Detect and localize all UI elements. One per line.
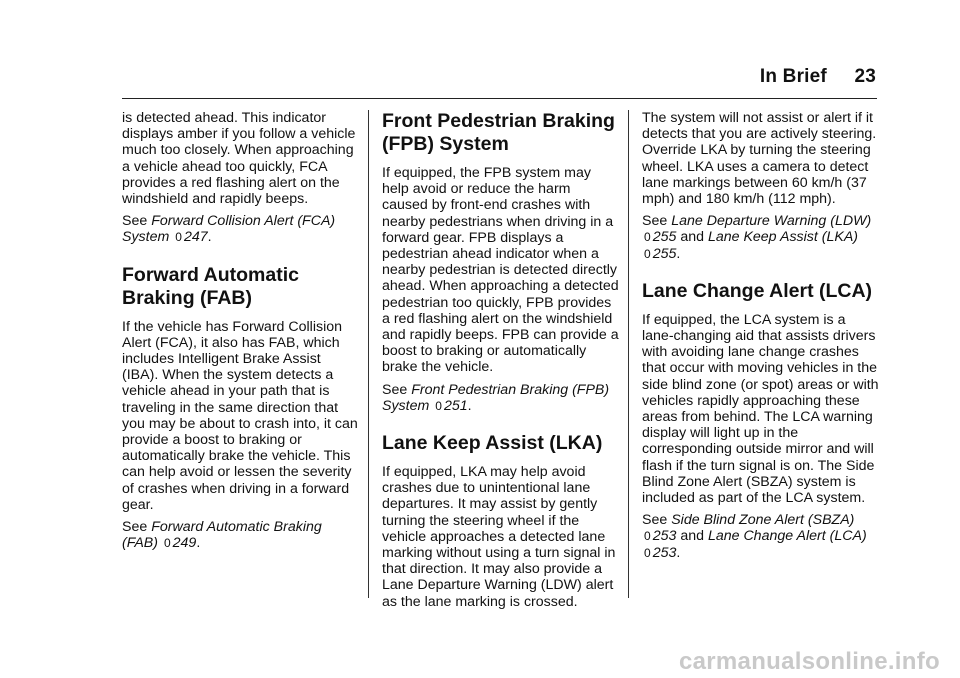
header-rule [122,98,877,99]
reference-page-fab[interactable]: 249 [172,535,197,552]
page-ref-icon: 0 [163,536,171,551]
reference-link-lka[interactable]: Lane Keep Assist (LKA) [707,229,859,246]
reference-link-fca[interactable]: Forward Collision Alert (FCA) System [122,213,336,246]
page-ref-icon: 0 [644,529,651,544]
paragraph-lka-continued: The system will not assist or alert if it detects that you are actively steering. Override LKA by turning the steering wheel. LKA uses a camera to detect lane markings between 60 km/h (37 mph) and 180 km/h (112 mph). [642,110,877,208]
page-ref-icon: 0 [435,398,442,413]
reference-page-ldw[interactable]: 255 [652,229,677,246]
reference-page-fca[interactable]: 247 [183,229,208,246]
heading-fpb: Front Pedestrian Braking (FPB) System [382,110,615,155]
see-reference-fca: See Forward Collision Alert (FCA) System 0 247. [122,213,336,246]
reference-link-fab[interactable]: Forward Automatic Braking (FAB) [122,519,322,552]
page-ref-icon: 0 [175,230,182,245]
reference-page-sbza[interactable]: 253 [652,528,677,545]
paragraph-lca: If equipped, the LCA system is a lane-changing aid that assists drivers with avoiding lane change crashes that occur with moving vehicles in the side blind zone (or spot) areas or with vehicles rapidly approaching these areas from behind. The LCA warning display will light up in the corresponding outside mirror and will flash if the turn signal is on. The Side Blind Zone Alert (SBZA) system is included as part of the LCA system. [642,311,879,507]
reference-page-fpb[interactable]: 251 [443,397,468,414]
reference-link-lca[interactable]: Lane Change Alert (LCA) [707,528,867,545]
see-reference-fab: See Forward Automatic Braking (FAB) 0 249. [122,519,322,552]
see-reference-ldw-lka: See Lane Departure Warning (LDW) 0 255 and Lane Keep Assist (LKA) 0 255. [642,213,872,262]
see-reference-fpb: See Front Pedestrian Braking (FPB) System 0 251. [382,381,610,414]
page-ref-icon: 0 [644,246,651,261]
reference-page-lca[interactable]: 253 [652,544,677,561]
reference-link-sbza[interactable]: Side Blind Zone Alert (SBZA) [671,512,855,529]
column-divider-1 [368,110,369,598]
column-1 [122,110,360,557]
paragraph-fca-continued: is detected ahead. This indicator displays amber if you follow a vehicle much too closely. When approaching a vehicle ahead too quickly, FCA provides a red flashing alert on the windshield and rapidly beeps. [122,110,356,208]
heading-lka: Lane Keep Assist (LKA) [382,432,603,455]
heading-fab: Forward Automatic Braking (FAB) [122,263,299,309]
reference-link-ldw[interactable]: Lane Departure Warning (LDW) [671,213,872,230]
see-reference-sbza-lca: See Side Blind Zone Alert (SBZA) 0 253 and Lane Change Alert (LCA) 0 253. [642,512,867,561]
page-ref-icon: 0 [644,230,651,245]
reference-page-lka[interactable]: 255 [652,245,677,262]
page-ref-icon: 0 [644,545,651,560]
column-2 [382,110,620,616]
column-3 [642,110,880,567]
column-divider-2 [628,110,629,598]
section-title: In Brief [759,66,827,87]
paragraph-fab: If the vehicle has Forward Collision Alert (FCA), it also has FAB, which includes Intelligent Brake Assist (IBA). When the system detects a vehicle ahead in your path that is traveling in the same direction that you may be about to crash into, it can provide a boost to braking or automatically brake the vehicle. This can help avoid or lessen the severity of crashes when driving in a forward gear. [122,318,358,513]
page-header [760,66,876,88]
reference-link-fpb[interactable]: Front Pedestrian Braking (FPB) System [382,381,610,414]
heading-lca: Lane Change Alert (LCA) [642,279,873,302]
paragraph-fpb: If equipped, the FPB system may help avoid or reduce the harm caused by front-end crashes with nearby pedestrians when driving in a forward gear. FPB displays a pedestrian ahead indicator when a nearby pedestrian is detected directly ahead. When approaching a detected pedestrian too quickly, FPB provides a red flashing alert on the windshield and rapidly beeps. FPB can provide a boost to braking or automatically brake the vehicle. [382,165,619,376]
page-number: 23 [854,66,876,87]
paragraph-lka: If equipped, LKA may help avoid crashes due to unintentional lane departures. It may assist by gently turning the steering wheel if the vehicle approaches a detected lane marking without using a turn signal in that direction. It may also provide a Lane Departure Warning (LDW) alert as the lane marking is crossed. [382,464,616,610]
watermark: carmanualsonline.info [678,648,940,675]
